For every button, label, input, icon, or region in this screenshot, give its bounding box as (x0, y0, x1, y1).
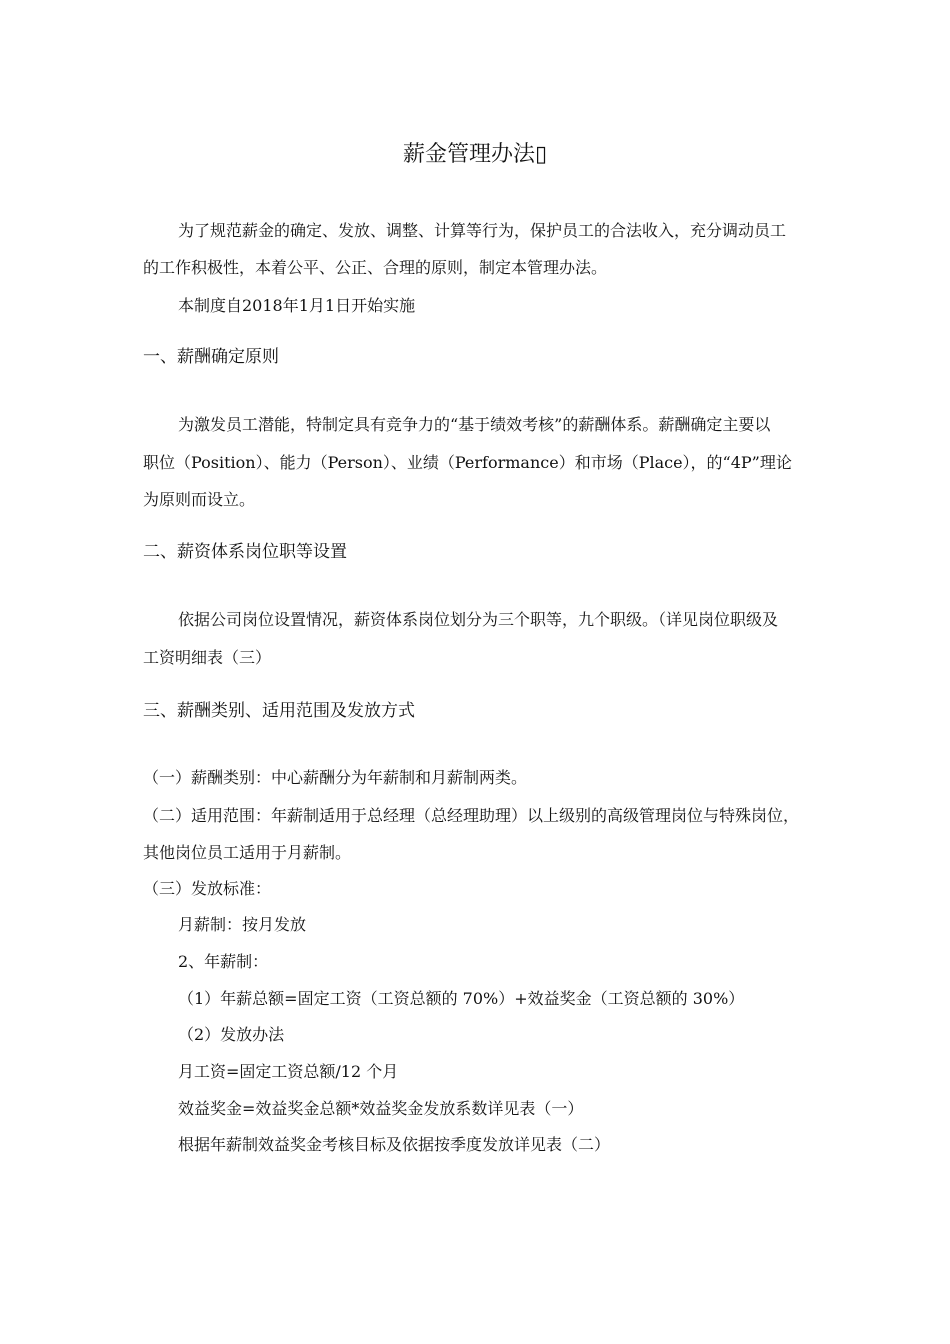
section-3-line-10: 效益奖金=效益奖金总额*效益奖金发放系数详见表（一） (178, 1099, 584, 1118)
section-3-line-2: （二）适用范围：年薪制适用于总经理（总经理助理）以上级别的高级管理岗位与特殊岗位， (143, 806, 800, 825)
section-1-line-2: 职位（Position）、能力（Person）、业绩（Performance）和市场（Place），的“4P”理论 (143, 453, 792, 472)
intro-line-1: 为了规范薪金的确定、发放、调整、计算等行为，保护员工的合法收入，充分调动员工 (178, 221, 787, 240)
section-1-line-3: 为原则而设立。 (143, 490, 256, 509)
section-heading-3: 三、薪酬类别、适用范围及发放方式 (143, 701, 415, 721)
section-1-line-1: 为激发员工潜能，特制定具有竞争力的“基于绩效考核”的薪酬体系。薪酬确定主要以 (178, 415, 771, 434)
section-3-line-3: 其他岗位员工适用于月薪制。 (143, 843, 352, 862)
section-3-line-1: （一）薪酬类别：中心薪酬分为年薪制和月薪制两类。 (143, 768, 528, 787)
effective-date: 本制度自2018年1月1日开始实施 (178, 296, 416, 315)
section-3-line-8: （2）发放办法 (178, 1025, 285, 1044)
section-3-line-5: 月薪制：按月发放 (178, 915, 307, 934)
section-3-line-7: （1）年薪总额=固定工资（工资总额的 70%）+效益奖金（工资总额的 30%） (178, 989, 745, 1008)
section-2-line-1: 依据公司岗位设置情况，薪资体系岗位划分为三个职等，九个职级。（详见岗位职级及 (178, 610, 779, 629)
section-2-line-2: 工资明细表（三） (143, 648, 272, 667)
section-3-line-11: 根据年薪制效益奖金考核目标及依据按季度发放详见表（二） (178, 1135, 611, 1154)
intro-line-2: 的工作积极性，本着公平、公正、合理的原则，制定本管理办法。 (143, 258, 608, 277)
document-title: 薪金管理办法▯ (402, 142, 548, 167)
section-3-line-9: 月工资=固定工资总额/12 个月 (178, 1062, 399, 1081)
section-heading-1: 一、薪酬确定原则 (143, 347, 279, 367)
section-3-line-4: （三）发放标准： (143, 879, 272, 898)
section-3-line-6: 2、年薪制： (178, 952, 269, 971)
section-heading-2: 二、薪资体系岗位职等设置 (143, 542, 347, 562)
